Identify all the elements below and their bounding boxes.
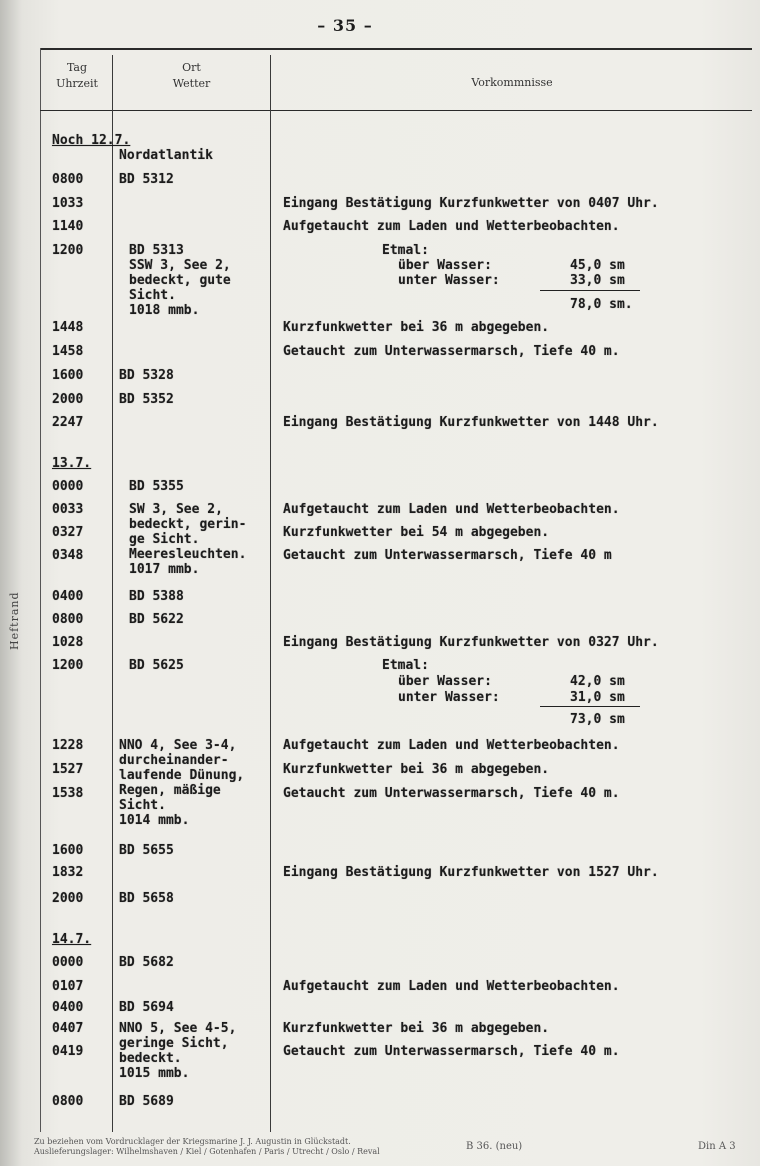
- entry-time: Noch 12.7.: [52, 133, 131, 148]
- etmal-sum-rule: [540, 706, 640, 707]
- entry-time: 1458: [52, 344, 84, 359]
- entry-time: 0000: [52, 955, 84, 970]
- entry-time: 2000: [52, 392, 84, 407]
- table-top-rule: [40, 48, 752, 50]
- entry-time: 1200: [52, 243, 84, 258]
- footer-form-code: B 36. (neu): [466, 1141, 523, 1152]
- entry-ort: BD 5689: [119, 1094, 174, 1109]
- etmal-under-value: 33,0 sm: [570, 273, 625, 288]
- entry-time: 1527: [52, 762, 84, 777]
- entry-time: 1832: [52, 865, 84, 880]
- entry-time: 2000: [52, 891, 84, 906]
- etmal-under-label: unter Wasser:: [398, 690, 500, 705]
- etmal-total: 78,0 sm.: [570, 297, 633, 312]
- header-tag-uhrzeit: [42, 60, 112, 92]
- footer-line-2: Auslieferungslager: Wilhelmshaven / Kiel / Gotenhafen / Paris / Utrecht / Oslo / Reval: [34, 1147, 380, 1156]
- header-rule: [40, 110, 752, 111]
- entry-ort: BD 5655: [119, 843, 174, 858]
- entry-time: 0033: [52, 502, 84, 517]
- entry-time: 0107: [52, 979, 84, 994]
- etmal-over-label: über Wasser:: [398, 258, 492, 273]
- header-wetter: Wetter: [172, 77, 211, 90]
- entry-ort: BD 5682: [119, 955, 174, 970]
- entry-text: Kurzfunkwetter bei 36 m abgegeben.: [283, 320, 550, 335]
- etmal-label: Etmal:: [382, 658, 429, 673]
- etmal-sum-rule: [540, 290, 640, 291]
- entry-text: Eingang Bestätigung Kurzfunkwetter von 1527 Uhr.: [283, 865, 659, 880]
- etmal-under-value: 31,0 sm: [570, 690, 625, 705]
- entry-ort: BD 5355: [129, 479, 184, 494]
- entry-text: Eingang Bestätigung Kurzfunkwetter von 0327 Uhr.: [283, 635, 659, 650]
- entry-text: Getaucht zum Unterwassermarsch, Tiefe 40 m.: [283, 344, 620, 359]
- entry-text: Kurzfunkwetter bei 36 m abgegeben.: [283, 1021, 550, 1036]
- footer-din: Din A 3: [698, 1141, 736, 1152]
- footer-line-1: Zu beziehen vom Vordrucklager der Kriegsmarine J. J. Augustin in Glückstadt.: [34, 1137, 351, 1146]
- footer-imprint: [34, 1137, 380, 1157]
- header-tag: Tag: [66, 61, 88, 74]
- entry-ort: SW 3, See 2, bedeckt, gerin- ge Sicht. Meeresleuchten. 1017 mmb.: [129, 502, 247, 577]
- column-divider-2: [270, 55, 271, 1132]
- entry-time: 1600: [52, 843, 84, 858]
- entry-text: Aufgetaucht zum Laden und Wetterbeobachten.: [283, 738, 620, 753]
- entry-time: 0400: [52, 1000, 84, 1015]
- entry-time: 1228: [52, 738, 84, 753]
- entry-ort: BD 5352: [119, 392, 174, 407]
- etmal-over-value: 42,0 sm: [570, 674, 625, 689]
- table-left-rule: [40, 48, 41, 1132]
- entry-time: 0327: [52, 525, 84, 540]
- entry-ort: BD 5625: [129, 658, 184, 673]
- etmal-label: Etmal:: [382, 243, 429, 258]
- entry-date: 14.7.: [52, 932, 92, 947]
- entry-time: 0400: [52, 589, 84, 604]
- entry-time: 1028: [52, 635, 84, 650]
- entry-time: 1448: [52, 320, 84, 335]
- entry-time: 2247: [52, 415, 84, 430]
- entry-ort: BD 5622: [129, 612, 184, 627]
- entry-time: 0407: [52, 1021, 84, 1036]
- entry-ort: Nordatlantik: [119, 148, 213, 163]
- entry-text: Aufgetaucht zum Laden und Wetterbeobachten.: [283, 502, 620, 517]
- header-vorkommnisse: Vorkommnisse: [471, 76, 553, 89]
- entry-ort: BD 5658: [119, 891, 174, 906]
- entry-time: 1033: [52, 196, 84, 211]
- entry-text: Kurzfunkwetter bei 54 m abgegeben.: [283, 525, 550, 540]
- entry-ort: NNO 4, See 3-4, durcheinander- laufende Dünung, Regen, mäßige Sicht. 1014 mmb.: [119, 738, 245, 828]
- page-number: – 35 –: [317, 16, 373, 35]
- etmal-total: 73,0 sm: [570, 712, 625, 727]
- side-label: Heftrand: [8, 591, 21, 650]
- entry-time: 1200: [52, 658, 84, 673]
- entry-ort: BD 5312: [119, 172, 174, 187]
- entry-ort: BD 5388: [129, 589, 184, 604]
- entry-text: Eingang Bestätigung Kurzfunkwetter von 0407 Uhr.: [283, 196, 659, 211]
- etmal-over-label: über Wasser:: [398, 674, 492, 689]
- header-ort-wetter: [113, 60, 270, 92]
- etmal-under-label: unter Wasser:: [398, 273, 500, 288]
- header-uhrzeit: Uhrzeit: [56, 77, 98, 90]
- entry-date: 13.7.: [52, 456, 92, 471]
- entry-time: 0800: [52, 172, 84, 187]
- etmal-over-value: 45,0 sm: [570, 258, 625, 273]
- entry-time: 0800: [52, 612, 84, 627]
- entry-time: 0800: [52, 1094, 84, 1109]
- entry-time: 1538: [52, 786, 84, 801]
- entry-text: Kurzfunkwetter bei 36 m abgegeben.: [283, 762, 550, 777]
- entry-text: Getaucht zum Unterwassermarsch, Tiefe 40 m: [283, 548, 612, 563]
- entry-time: 0000: [52, 479, 84, 494]
- entry-time: 0348: [52, 548, 84, 563]
- entry-ort: BD 5313 SSW 3, See 2, bedeckt, gute Sicht. 1018 mmb.: [129, 243, 231, 318]
- entry-text: Eingang Bestätigung Kurzfunkwetter von 1448 Uhr.: [283, 415, 659, 430]
- entry-text: Aufgetaucht zum Laden und Wetterbeobachten.: [283, 219, 620, 234]
- entry-ort: BD 5694: [119, 1000, 174, 1015]
- entry-text: Getaucht zum Unterwassermarsch, Tiefe 40 m.: [283, 786, 620, 801]
- entry-text: Aufgetaucht zum Laden und Wetterbeobachten.: [283, 979, 620, 994]
- entry-text: Getaucht zum Unterwassermarsch, Tiefe 40 m.: [283, 1044, 620, 1059]
- entry-ort: BD 5328: [119, 368, 174, 383]
- entry-time: 0419: [52, 1044, 84, 1059]
- entry-time: 1600: [52, 368, 84, 383]
- entry-ort: NNO 5, See 4-5, geringe Sicht, bedeckt. 1015 mmb.: [119, 1021, 237, 1081]
- header-ort: Ort: [182, 61, 201, 74]
- column-divider-1: [112, 55, 113, 1132]
- entry-time: 1140: [52, 219, 84, 234]
